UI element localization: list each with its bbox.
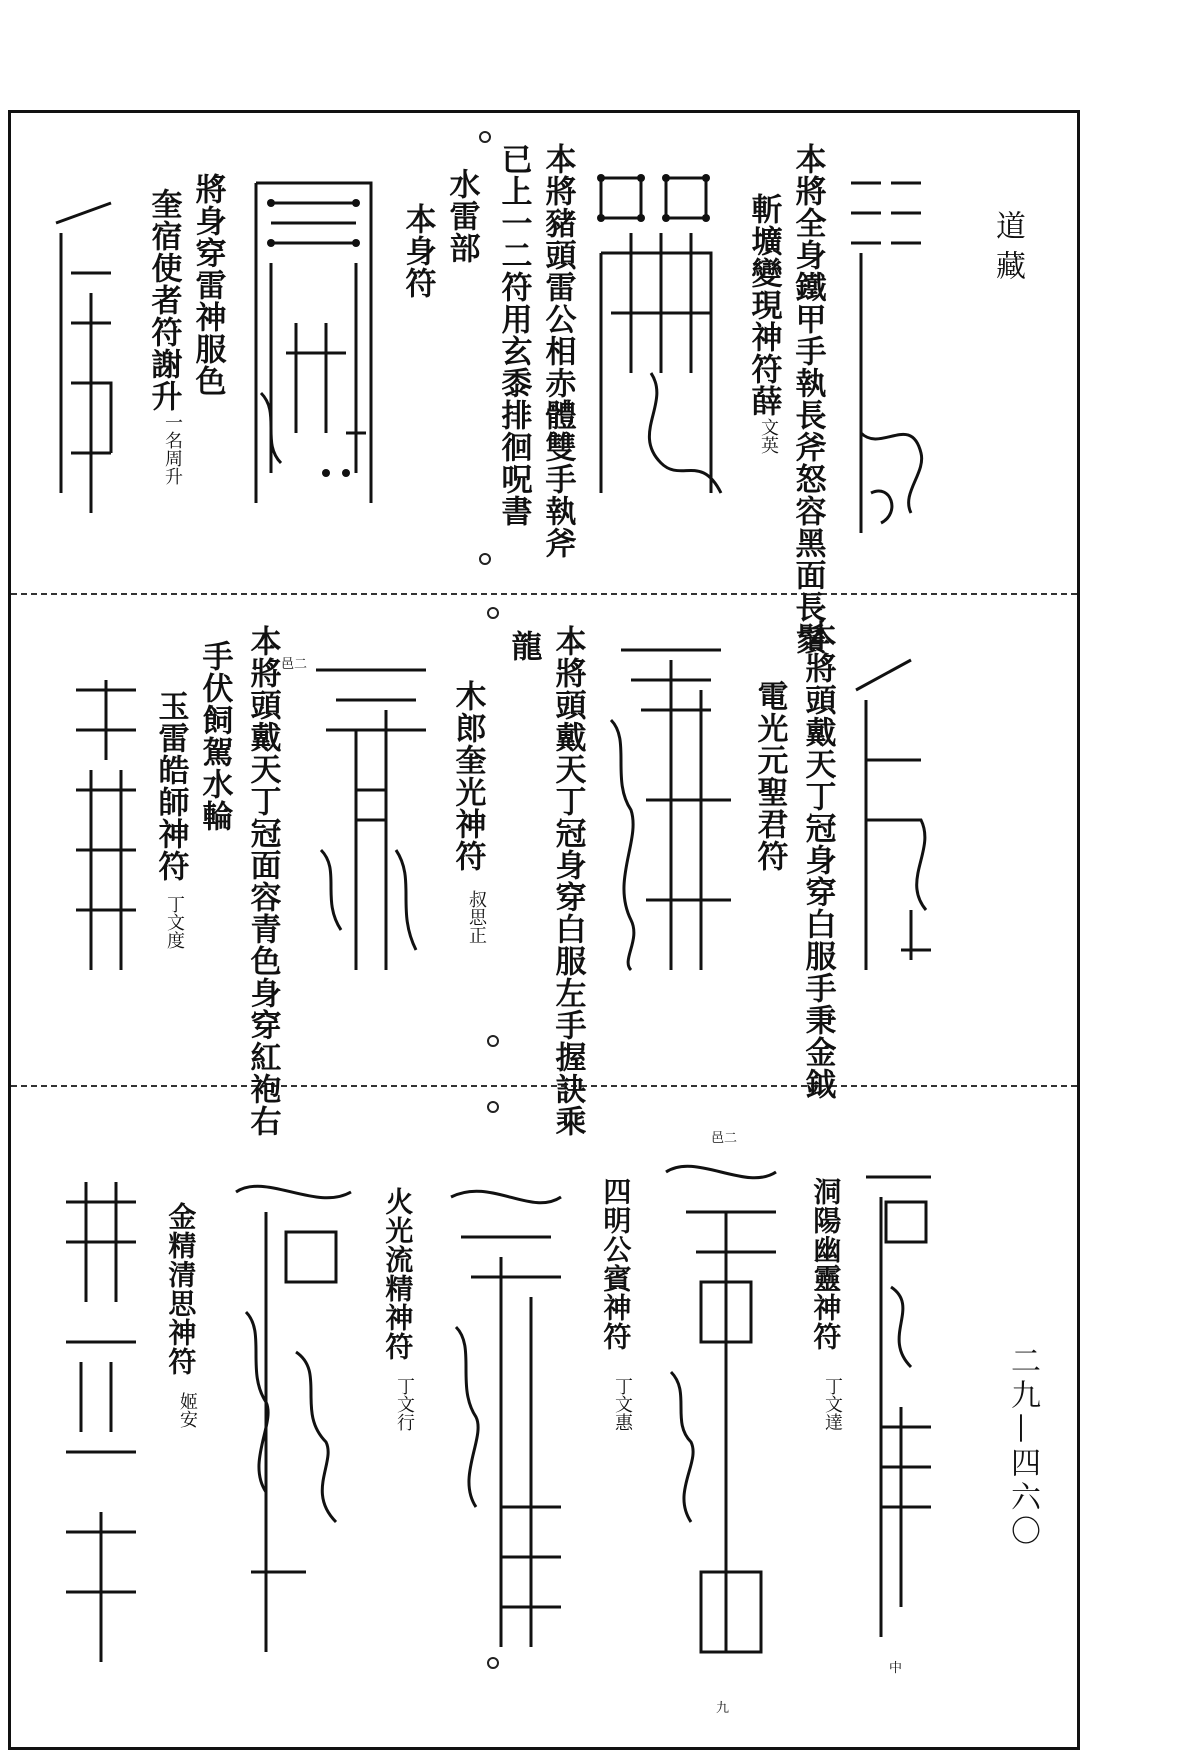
talisman-figure [591, 173, 731, 513]
note-text: 邑二 [711, 1131, 738, 1146]
talisman-figure [851, 650, 941, 980]
text-column: 手伏飼駕水輪 [196, 640, 233, 832]
talisman-figure [246, 173, 381, 513]
book-title: 道藏 [990, 210, 1025, 290]
text-column: 金精清思神符 [164, 1202, 198, 1376]
text-column: 已上一二符用玄黍排徊呪書 [495, 143, 532, 527]
text-column: 本將全身鐵甲手執長斧怒容黑面長鬚 [789, 143, 826, 655]
ring-mark [479, 553, 491, 565]
page-frame [8, 110, 1080, 1750]
note-text: 叔思正 [466, 890, 487, 944]
talisman-figure [656, 1152, 786, 1692]
talisman-figure [861, 1167, 941, 1647]
text-column: 奎宿使者符謝升 [145, 188, 182, 412]
note-text: 中 [889, 1661, 903, 1676]
text-column: 洞陽幽靈神符 [809, 1177, 843, 1351]
text-column: 本將頭戴天丁冠身穿白服手秉金鉞 [799, 620, 836, 1100]
text-column: 斬壙變現神符薛 [745, 193, 782, 417]
text-column: 本將豬頭雷公相赤體雙手執斧 [539, 143, 576, 559]
text-column: 火光流精神符 [381, 1187, 415, 1361]
ring-mark [487, 1035, 499, 1047]
talisman-figure [306, 650, 436, 980]
note-text: 丁文達 [822, 1377, 843, 1431]
note-text: 一名周升 [162, 413, 183, 485]
note-text: 丁文惠 [612, 1377, 633, 1431]
talisman-figure [66, 670, 146, 980]
panel-top [11, 113, 1077, 655]
ring-mark [479, 131, 491, 143]
ring-mark [487, 607, 499, 619]
note-text: 丁文行 [394, 1377, 415, 1431]
text-column: 本身符 [399, 203, 436, 299]
talisman-figure [56, 1172, 146, 1672]
ring-mark [487, 1101, 499, 1113]
talisman-figure [601, 640, 741, 980]
text-column: 本將頭戴天丁冠身穿白服左手握訣乘 [549, 625, 586, 1137]
page-number: 二九—四六〇 [1005, 1345, 1040, 1549]
talisman-figure [51, 193, 131, 513]
text-column: 龍 [505, 630, 542, 662]
text-column: 水雷部 [443, 168, 480, 264]
text-column: 木郎奎光神符 [449, 680, 486, 872]
text-column: 將身穿雷神服色 [189, 173, 226, 397]
note-text: 文英 [758, 418, 779, 454]
note-text: 姬安 [177, 1392, 198, 1428]
text-column: 四明公賓神符 [599, 1177, 633, 1351]
note-text: 邑二 [281, 657, 308, 672]
panel-middle [11, 595, 1077, 1137]
panel-bottom [11, 1087, 1077, 1747]
text-column: 電光元聖君符 [751, 680, 788, 872]
text-column: 本將頭戴天丁冠面容青色身穿紅袍右 [244, 625, 281, 1137]
note-text: 丁文度 [164, 895, 185, 949]
talisman-figure [441, 1177, 571, 1677]
note-text: 九 [716, 1701, 730, 1716]
talisman-figure [226, 1172, 361, 1672]
text-column: 玉雷皓師神符 [152, 690, 189, 882]
talisman-figure [841, 153, 931, 553]
